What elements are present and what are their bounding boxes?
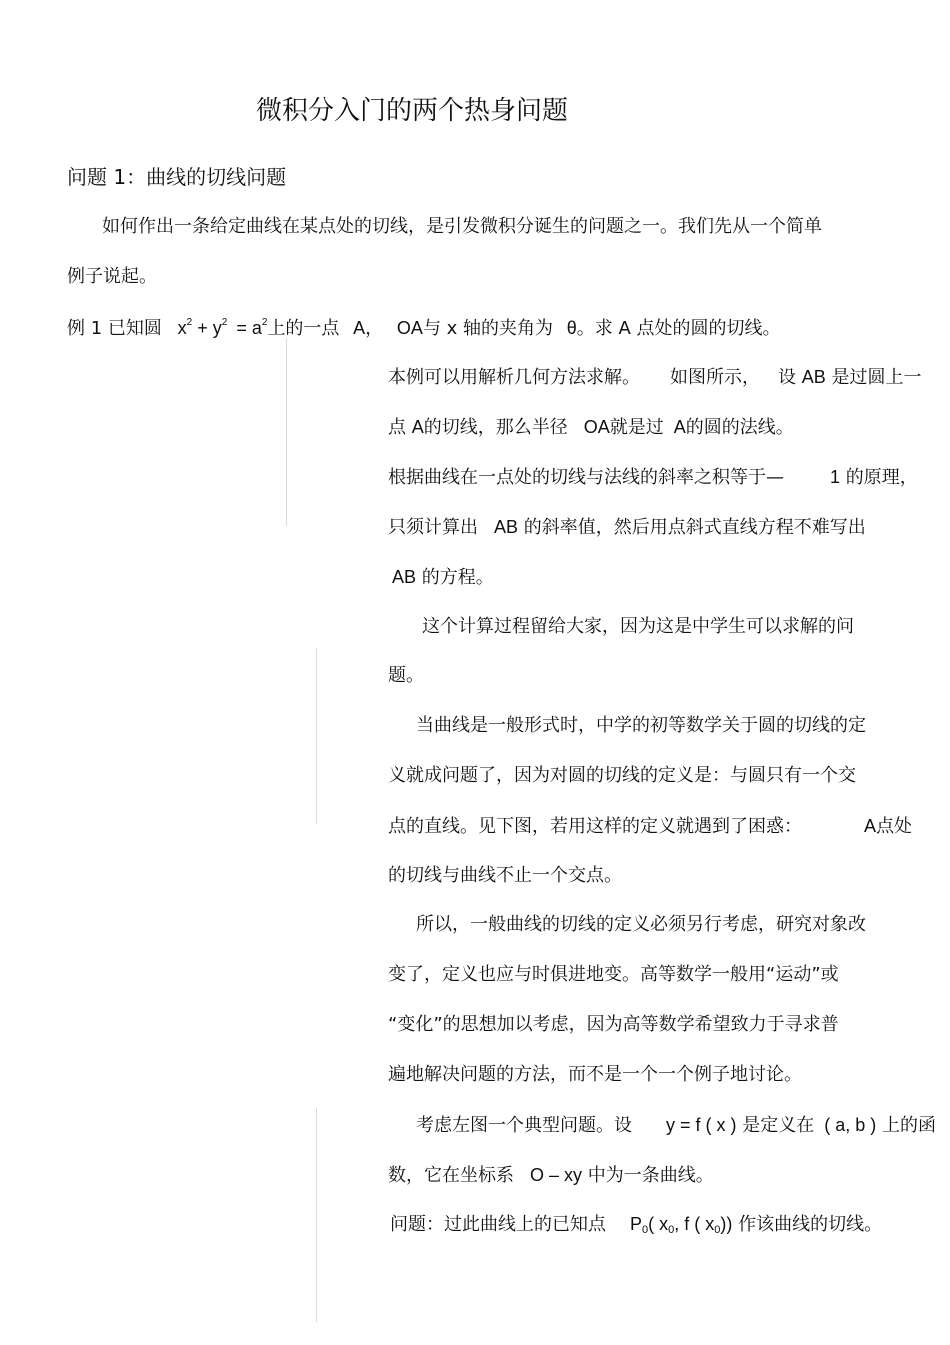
segment-oa: OA [396,318,423,338]
para1-line-3: 根据曲线在一点处的切线与法线的斜率之积等于— 1 的原理， [388,467,918,488]
para1-line-1: 本例可以用解析几何方法求解。 如图所示， 设 AB 是过圆上一 [388,367,922,388]
para1-line-5: AB 的方程。 [392,567,494,588]
example-after-eq: 上的一点 [267,318,340,339]
figure-rule-3 [316,1108,317,1322]
para4-line-3: “变化”的思想加以考虑，因为高等数学希望致力于寻求普 [388,1014,839,1035]
para5-line-1: 考虑左图一个典型问题。设 y = f ( x ) 是定义在 ( a, b ) 上的函 [416,1115,936,1136]
para1-line-4: 只须计算出 AB 的斜率值，然后用点斜式直线方程不难写出 [388,517,866,538]
para4-line-1: 所以，一般曲线的切线的定义必须另行考虑，研究对象改 [416,914,866,935]
para1-line-2: 点 A的切线，那么半径 OA就是过 A的圆的法线。 [388,417,794,438]
point-a: A， [353,318,384,338]
para5-line-2: 数，它在坐标系 O – xy 中为一条曲线。 [388,1165,714,1186]
para4-line-4: 遍地解决问题的方法，而不是一个一个例子地讨论。 [388,1064,802,1085]
para3-line-4: 的切线与曲线不止一个交点。 [388,865,622,886]
section-heading: 问题 1：曲线的切线问题 [67,165,287,189]
page-title: 微积分入门的两个热身问题 [256,96,569,126]
point-p0: $P_0$( $x_0$, f ( $x_0$)) [630,1214,733,1236]
para2-line-1: 这个计算过程留给大家，因为这是中学生可以求解的问 [422,616,854,637]
para4-line-2: 变了，定义也应与时俱进地变。高等数学一般用“运动”或 [388,964,839,985]
theta-symbol: θ [566,318,577,338]
example-end: 。求 A 点处的圆的切线。 [576,318,781,339]
para5-line-3: 问题：过此曲线上的已知点 $P_0$( $x_0$, f ( $x_0$)) 作该曲线的切线。 [390,1214,883,1236]
intro-line-2: 例子说起。 [67,266,157,287]
intro-line-1: 如何作出一条给定曲线在某点处的切线，是引发微积分诞生的问题之一。我们先从一个简单 [102,216,822,237]
para2-line-2: 题。 [388,665,424,686]
para3-line-2: 义就成问题了，因为对圆的切线的定义是：与圆只有一个交 [388,765,856,786]
example-line [67,318,781,338]
para3-line-1: 当曲线是一般形式时，中学的初等数学关于圆的切线的定 [416,715,866,736]
figure-rule-2 [316,648,317,824]
example-label: 例 1 已知圆 [67,318,162,339]
equation: $x^2 + y^2 = a^2$ [177,317,268,338]
example-mid: 与 x 轴的夹角为 [422,318,554,339]
para3-line-3: 点的直线。见下图，若用这样的定义就遇到了困惑： A点处 [388,816,913,837]
figure-rule-1 [286,338,287,526]
